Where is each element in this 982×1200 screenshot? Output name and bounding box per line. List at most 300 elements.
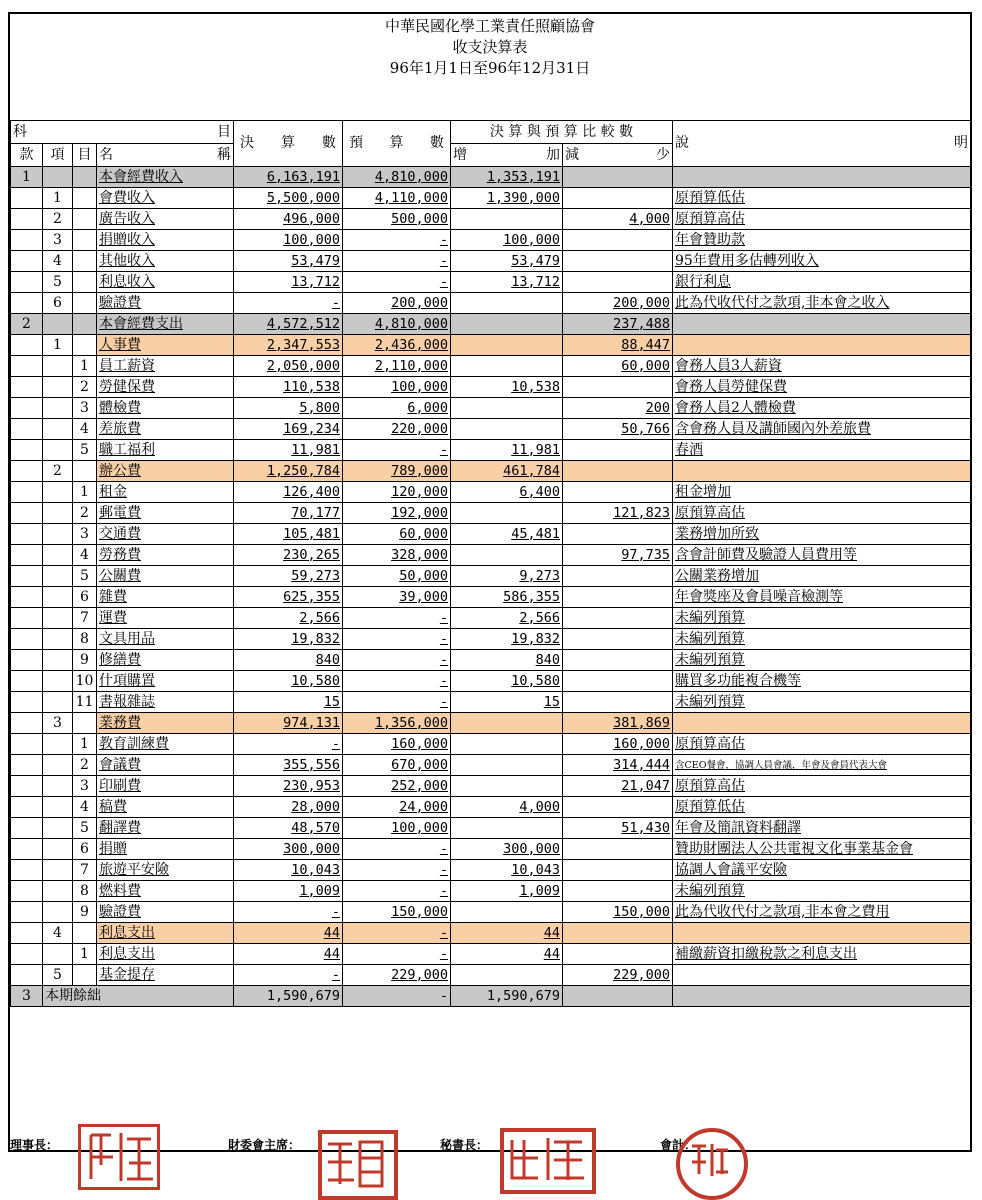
budget-cell: 789,000 — [343, 461, 451, 482]
decrease-cell — [563, 440, 673, 461]
item-name-cell: 雜費 — [97, 587, 234, 608]
increase-cell: 13,712 — [451, 272, 563, 293]
table-row — [11, 902, 971, 923]
mu-cell — [73, 188, 97, 209]
increase-cell — [451, 335, 563, 356]
kuan-cell — [11, 545, 43, 566]
increase-cell: 2,566 — [451, 608, 563, 629]
actual-cell: 48,570 — [234, 818, 343, 839]
actual-cell: 2,566 — [234, 608, 343, 629]
budget-cell: 120,000 — [343, 482, 451, 503]
increase-cell — [451, 419, 563, 440]
table-row — [11, 440, 971, 461]
decrease-cell — [563, 377, 673, 398]
note-cell: 租金增加 — [673, 482, 971, 503]
table-row — [11, 629, 971, 650]
note-header: 說 明 — [673, 121, 971, 167]
item-name-cell: 本會經費支出 — [97, 314, 234, 335]
increase-cell — [451, 818, 563, 839]
budget-cell: - — [343, 692, 451, 713]
kuan-cell — [11, 818, 43, 839]
budget-header: 預 算 數 — [343, 121, 451, 167]
decrease-cell — [563, 188, 673, 209]
mu-cell: 1 — [73, 356, 97, 377]
budget-cell: 150,000 — [343, 902, 451, 923]
xiang-cell — [43, 692, 73, 713]
decrease-cell: 160,000 — [563, 734, 673, 755]
decrease-cell: 314,444 — [563, 755, 673, 776]
increase-cell: 1,009 — [451, 881, 563, 902]
budget-cell: 4,810,000 — [343, 167, 451, 188]
mu-cell — [73, 923, 97, 944]
actual-cell: - — [234, 293, 343, 314]
increase-cell: 10,538 — [451, 377, 563, 398]
xiang-cell — [43, 419, 73, 440]
kuan-cell — [11, 797, 43, 818]
total-row — [11, 986, 971, 1007]
kuan-cell — [11, 209, 43, 230]
table-row — [11, 167, 971, 188]
note-cell — [673, 923, 971, 944]
item-name-cell: 其他收入 — [97, 251, 234, 272]
item-name-cell: 印刷費 — [97, 776, 234, 797]
note-cell: 購買多功能複合機等 — [673, 671, 971, 692]
decrease-cell — [563, 671, 673, 692]
table-row — [11, 776, 971, 797]
decrease-cell: 97,735 — [563, 545, 673, 566]
actual-cell: 496,000 — [234, 209, 343, 230]
xiang-cell — [43, 902, 73, 923]
xiang-cell — [43, 818, 73, 839]
table-row — [11, 692, 971, 713]
decrease-cell: 237,488 — [563, 314, 673, 335]
secretary-seal-icon — [500, 1128, 596, 1194]
decrease-cell: 381,869 — [563, 713, 673, 734]
budget-cell: - — [343, 986, 451, 1007]
note-cell: 未編列預算 — [673, 881, 971, 902]
table-row — [11, 965, 971, 986]
decrease-cell: 200 — [563, 398, 673, 419]
budget-cell: 2,436,000 — [343, 335, 451, 356]
note-cell: 公關業務增加 — [673, 566, 971, 587]
decrease-header: 減 少 — [563, 144, 673, 167]
note-cell — [673, 314, 971, 335]
kuan-cell: 3 — [11, 986, 43, 1007]
note-cell: 春酒 — [673, 440, 971, 461]
accountant-seal-icon — [676, 1128, 748, 1200]
report-name: 收支決算表 — [452, 38, 528, 56]
xiang-cell — [43, 377, 73, 398]
actual-cell: 59,273 — [234, 566, 343, 587]
xiang-cell: 4 — [43, 251, 73, 272]
increase-cell: 44 — [451, 923, 563, 944]
decrease-cell: 200,000 — [563, 293, 673, 314]
kuan-cell — [11, 398, 43, 419]
accountant-label: 會計： — [660, 1138, 697, 1152]
mu-cell — [73, 461, 97, 482]
decrease-cell — [563, 461, 673, 482]
table-row — [11, 188, 971, 209]
decrease-cell — [563, 167, 673, 188]
decrease-cell: 229,000 — [563, 965, 673, 986]
actual-cell: 10,043 — [234, 860, 343, 881]
decrease-cell: 4,000 — [563, 209, 673, 230]
item-name-cell: 驗證費 — [97, 293, 234, 314]
decrease-cell — [563, 692, 673, 713]
actual-cell: 230,265 — [234, 545, 343, 566]
actual-cell: 6,163,191 — [234, 167, 343, 188]
note-cell — [673, 461, 971, 482]
budget-cell: - — [343, 608, 451, 629]
increase-cell: 45,481 — [451, 524, 563, 545]
decrease-cell — [563, 860, 673, 881]
item-name-cell: 什項購置 — [97, 671, 234, 692]
decrease-cell: 50,766 — [563, 419, 673, 440]
actual-cell: 625,355 — [234, 587, 343, 608]
mu-cell: 6 — [73, 839, 97, 860]
increase-cell: 11,981 — [451, 440, 563, 461]
mu-cell: 6 — [73, 587, 97, 608]
increase-cell — [451, 398, 563, 419]
budget-cell: 670,000 — [343, 755, 451, 776]
budget-cell: - — [343, 944, 451, 965]
increase-cell: 100,000 — [451, 230, 563, 251]
actual-header: 決 算 數 — [234, 121, 343, 167]
actual-cell: - — [234, 902, 343, 923]
budget-cell: 100,000 — [343, 377, 451, 398]
budget-cell: - — [343, 251, 451, 272]
actual-cell: 974,131 — [234, 713, 343, 734]
mu-cell: 5 — [73, 818, 97, 839]
decrease-cell — [563, 524, 673, 545]
mu-cell — [73, 209, 97, 230]
item-name-cell: 勞務費 — [97, 545, 234, 566]
increase-cell: 1,353,191 — [451, 167, 563, 188]
increase-cell: 4,000 — [451, 797, 563, 818]
xiang-cell — [43, 881, 73, 902]
kuan-cell — [11, 839, 43, 860]
chair-seal-icon — [78, 1124, 160, 1190]
actual-cell: 5,800 — [234, 398, 343, 419]
table-row — [11, 839, 971, 860]
actual-cell: 44 — [234, 923, 343, 944]
table-row — [11, 209, 971, 230]
table-row — [11, 377, 971, 398]
xiang-cell: 2 — [43, 209, 73, 230]
kuan-cell: 2 — [11, 314, 43, 335]
xiang-cell — [43, 734, 73, 755]
decrease-cell: 121,823 — [563, 503, 673, 524]
actual-cell: 13,712 — [234, 272, 343, 293]
xiang-cell — [43, 944, 73, 965]
item-name-cell: 捐贈收入 — [97, 230, 234, 251]
table-row — [11, 251, 971, 272]
budget-cell: 1,356,000 — [343, 713, 451, 734]
kuan-cell — [11, 629, 43, 650]
kuan-cell — [11, 755, 43, 776]
xiang-cell: 5 — [43, 272, 73, 293]
decrease-cell — [563, 923, 673, 944]
kuan-cell — [11, 923, 43, 944]
note-cell: 未編列預算 — [673, 692, 971, 713]
actual-cell: 169,234 — [234, 419, 343, 440]
table-row — [11, 398, 971, 419]
kuan-cell — [11, 419, 43, 440]
actual-cell: 230,953 — [234, 776, 343, 797]
xiang-cell — [43, 671, 73, 692]
kuan-cell — [11, 692, 43, 713]
increase-cell: 19,832 — [451, 629, 563, 650]
table-row — [11, 881, 971, 902]
table-row — [11, 356, 971, 377]
increase-cell — [451, 713, 563, 734]
actual-cell: - — [234, 734, 343, 755]
mu-cell — [73, 293, 97, 314]
item-name-cell: 利息收入 — [97, 272, 234, 293]
table-row — [11, 314, 971, 335]
xiang-cell: 3 — [43, 230, 73, 251]
actual-cell: 100,000 — [234, 230, 343, 251]
decrease-cell — [563, 566, 673, 587]
decrease-cell — [563, 881, 673, 902]
mu-cell — [73, 335, 97, 356]
note-cell: 會務人員勞健保費 — [673, 377, 971, 398]
report-title-block — [10, 14, 970, 120]
item-name-cell: 本會經費收入 — [97, 167, 234, 188]
mu-cell — [73, 167, 97, 188]
kuan-cell: 1 — [11, 167, 43, 188]
mu-cell: 4 — [73, 797, 97, 818]
table-row — [11, 545, 971, 566]
note-cell: 原預算高估 — [673, 209, 971, 230]
actual-cell: 355,556 — [234, 755, 343, 776]
table-row — [11, 272, 971, 293]
report-sheet — [8, 12, 972, 1152]
note-cell — [673, 965, 971, 986]
budget-cell: - — [343, 629, 451, 650]
xiang-cell — [43, 314, 73, 335]
increase-cell: 9,273 — [451, 566, 563, 587]
mu-cell: 7 — [73, 860, 97, 881]
xiang-cell: 2 — [43, 461, 73, 482]
actual-cell: 840 — [234, 650, 343, 671]
budget-cell: 39,000 — [343, 587, 451, 608]
kuan-cell — [11, 608, 43, 629]
kuan-cell — [11, 881, 43, 902]
actual-cell: 10,580 — [234, 671, 343, 692]
actual-cell: 44 — [234, 944, 343, 965]
increase-cell: 586,355 — [451, 587, 563, 608]
mu-cell — [73, 713, 97, 734]
xiang-cell: 3 — [43, 713, 73, 734]
budget-cell: 220,000 — [343, 419, 451, 440]
note-cell: 原預算高估 — [673, 503, 971, 524]
decrease-cell — [563, 986, 673, 1007]
kuan-cell — [11, 272, 43, 293]
kuan-cell — [11, 587, 43, 608]
actual-cell: 11,981 — [234, 440, 343, 461]
table-row — [11, 797, 971, 818]
decrease-cell — [563, 839, 673, 860]
mu-cell — [73, 272, 97, 293]
xiang-cell — [43, 629, 73, 650]
xiang-header: 項 — [43, 144, 73, 167]
table-row — [11, 293, 971, 314]
increase-cell: 44 — [451, 944, 563, 965]
note-cell — [673, 335, 971, 356]
increase-cell: 461,784 — [451, 461, 563, 482]
xiang-cell: 4 — [43, 923, 73, 944]
note-cell: 此為代收代付之款項,非本會之收入 — [673, 293, 971, 314]
item-name-cell: 運費 — [97, 608, 234, 629]
kuan-cell — [11, 377, 43, 398]
note-cell: 此為代收代付之款項,非本會之費用 — [673, 902, 971, 923]
budget-cell: 50,000 — [343, 566, 451, 587]
actual-cell: 1,009 — [234, 881, 343, 902]
table-row — [11, 503, 971, 524]
budget-cell: - — [343, 440, 451, 461]
item-name-cell: 修繕費 — [97, 650, 234, 671]
increase-cell — [451, 545, 563, 566]
budget-cell: 229,000 — [343, 965, 451, 986]
decrease-cell: 21,047 — [563, 776, 673, 797]
note-cell — [673, 713, 971, 734]
budget-cell: 24,000 — [343, 797, 451, 818]
actual-cell: 19,832 — [234, 629, 343, 650]
table-row — [11, 818, 971, 839]
kuan-cell — [11, 776, 43, 797]
xiang-cell: 6 — [43, 293, 73, 314]
budget-cell: 500,000 — [343, 209, 451, 230]
budget-cell: - — [343, 860, 451, 881]
kuan-cell — [11, 965, 43, 986]
item-name-cell: 利息支出 — [97, 944, 234, 965]
table-row — [11, 419, 971, 440]
item-name-cell: 差旅費 — [97, 419, 234, 440]
xiang-cell — [43, 797, 73, 818]
increase-cell: 10,580 — [451, 671, 563, 692]
item-name-cell: 稿費 — [97, 797, 234, 818]
actual-cell: 4,572,512 — [234, 314, 343, 335]
mu-cell: 2 — [73, 503, 97, 524]
note-cell: 協調人會議平安險 — [673, 860, 971, 881]
xiang-cell — [43, 839, 73, 860]
table-row — [11, 608, 971, 629]
decrease-cell — [563, 944, 673, 965]
mu-cell: 3 — [73, 524, 97, 545]
table-row — [11, 335, 971, 356]
xiang-cell: 1 — [43, 188, 73, 209]
note-cell: 業務增加所致 — [673, 524, 971, 545]
item-name-cell: 教育訓練費 — [97, 734, 234, 755]
budget-cell: 2,110,000 — [343, 356, 451, 377]
table-row — [11, 923, 971, 944]
actual-cell: 126,400 — [234, 482, 343, 503]
header-row-1 — [11, 121, 971, 144]
actual-cell: 300,000 — [234, 839, 343, 860]
table-row — [11, 230, 971, 251]
xiang-cell — [43, 440, 73, 461]
mu-cell: 4 — [73, 545, 97, 566]
note-cell: 銀行利息 — [673, 272, 971, 293]
decrease-cell — [563, 272, 673, 293]
item-name-cell: 旅遊平安險 — [97, 860, 234, 881]
xiang-cell — [43, 167, 73, 188]
xiang-cell — [43, 545, 73, 566]
budget-cell: 4,810,000 — [343, 314, 451, 335]
item-name-cell: 燃料費 — [97, 881, 234, 902]
budget-cell: - — [343, 881, 451, 902]
table-row — [11, 944, 971, 965]
mu-cell: 9 — [73, 650, 97, 671]
kuan-cell — [11, 293, 43, 314]
xiang-cell — [43, 398, 73, 419]
mu-cell — [73, 314, 97, 335]
signature-bar — [0, 1122, 982, 1200]
mu-cell: 5 — [73, 440, 97, 461]
decrease-cell — [563, 482, 673, 503]
item-name-cell: 員工薪資 — [97, 356, 234, 377]
budget-cell: 4,110,000 — [343, 188, 451, 209]
table-row — [11, 524, 971, 545]
increase-cell — [451, 314, 563, 335]
item-name-cell: 本期餘絀 — [43, 986, 234, 1007]
table-row — [11, 650, 971, 671]
increase-cell — [451, 965, 563, 986]
item-name-cell: 勞健保費 — [97, 377, 234, 398]
note-cell: 年會及簡訊資料翻譯 — [673, 818, 971, 839]
xiang-cell — [43, 776, 73, 797]
kuan-cell — [11, 188, 43, 209]
item-name-cell: 會費收入 — [97, 188, 234, 209]
xiang-cell — [43, 566, 73, 587]
xiang-cell — [43, 650, 73, 671]
mu-cell — [73, 230, 97, 251]
xiang-cell — [43, 356, 73, 377]
increase-cell: 1,390,000 — [451, 188, 563, 209]
decrease-cell — [563, 650, 673, 671]
xiang-cell — [43, 482, 73, 503]
item-name-cell: 基金提存 — [97, 965, 234, 986]
increase-cell — [451, 755, 563, 776]
mu-cell: 1 — [73, 482, 97, 503]
mu-cell: 5 — [73, 566, 97, 587]
increase-cell — [451, 503, 563, 524]
note-cell: 原預算高估 — [673, 734, 971, 755]
decrease-cell: 51,430 — [563, 818, 673, 839]
increase-cell — [451, 356, 563, 377]
table-row — [11, 734, 971, 755]
increase-cell — [451, 209, 563, 230]
increase-cell: 300,000 — [451, 839, 563, 860]
kuan-cell — [11, 734, 43, 755]
actual-cell: 70,177 — [234, 503, 343, 524]
budget-cell: - — [343, 839, 451, 860]
kuan-cell — [11, 671, 43, 692]
note-cell: 年會獎座及會員噪音檢測等 — [673, 587, 971, 608]
xiang-cell — [43, 608, 73, 629]
kuan-cell — [11, 524, 43, 545]
increase-cell — [451, 776, 563, 797]
table-row — [11, 671, 971, 692]
kuan-cell — [11, 650, 43, 671]
item-name-cell: 翻譯費 — [97, 818, 234, 839]
actual-cell: 53,479 — [234, 251, 343, 272]
note-cell: 年會贊助款 — [673, 230, 971, 251]
xiang-cell — [43, 860, 73, 881]
xiang-cell: 5 — [43, 965, 73, 986]
decrease-cell — [563, 797, 673, 818]
